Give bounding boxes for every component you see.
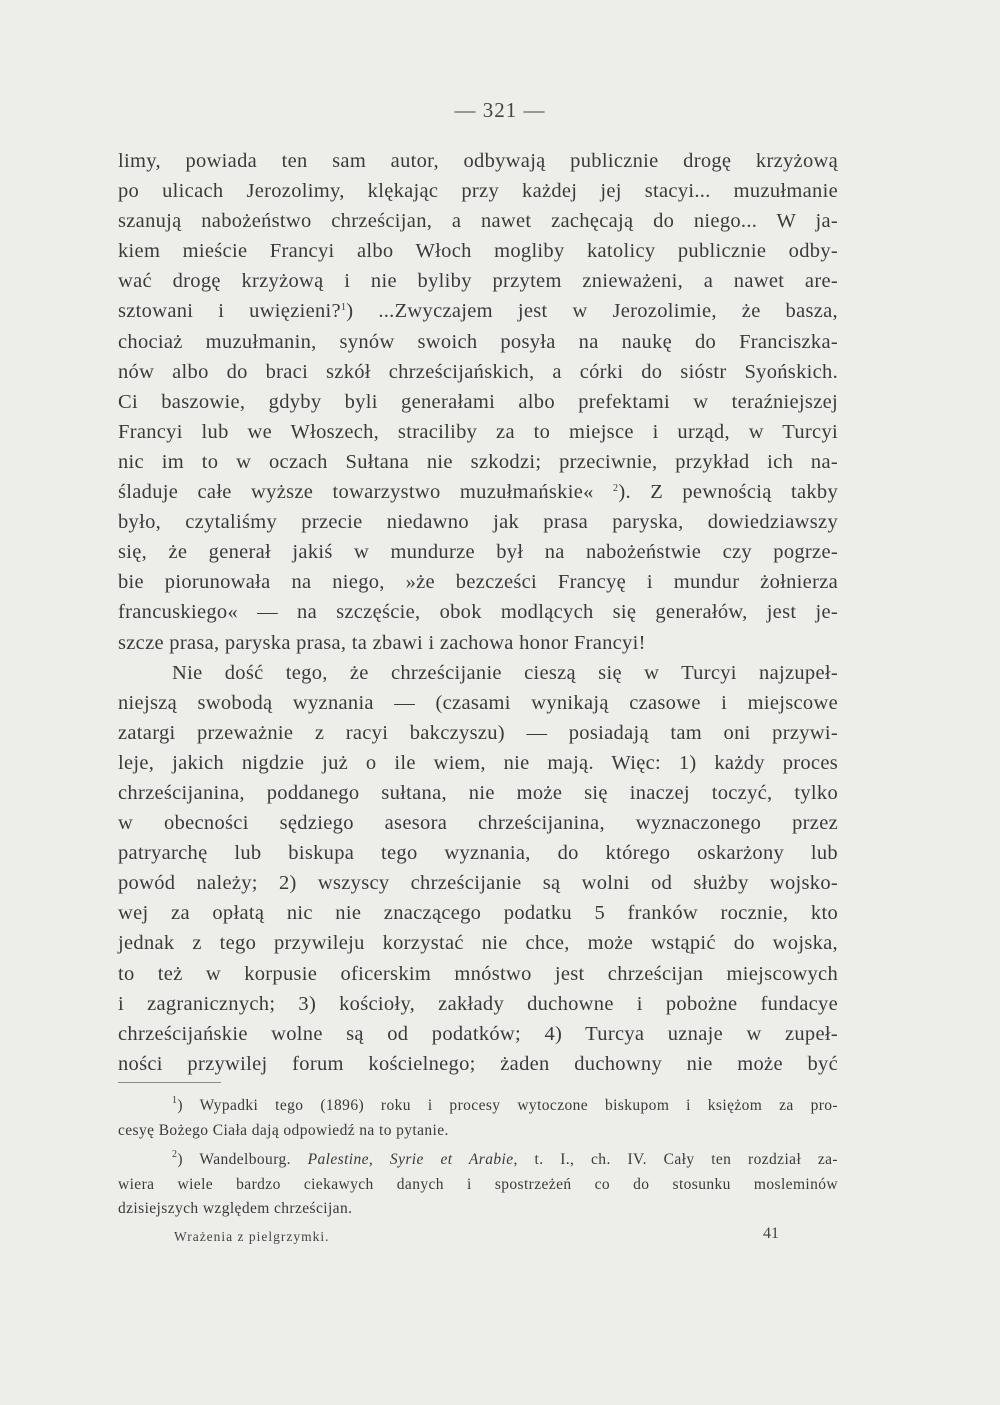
text-line: ności przywilej forum kościelnego; żaden duchowny nie może być	[118, 1052, 838, 1075]
text-segment: ). Z pewnością takby	[618, 481, 839, 504]
footnote-text: , t. I., ch. IV. Cały ten rozdział za-	[513, 1151, 838, 1168]
sheet-number: 41	[763, 1225, 779, 1242]
text-line: i zagranicznych; 3) kościoły, zakłady duchowne i pobożne fundacye	[118, 992, 838, 1015]
text-line: leje, jakich nigdzie już o ile wiem, nie mają. Więc: 1) każdy proces	[118, 751, 838, 774]
text-line: powód należy; 2) wszyscy chrześcijanie są wolni od służby wojsko-	[118, 872, 838, 895]
text-line: zatargi przeważnie z racyi bakczyszu) — posiadają tam oni przywi-	[118, 721, 838, 744]
text-line: Francyi lub we Włoszech, straciliby za to miejsce i urząd, w Turcyi	[118, 420, 838, 443]
text-line: po ulicach Jerozolimy, klękając przy każdej jej stacyi... muzułmanie	[118, 180, 838, 203]
printer-signature: Wrażenia z pielgrzymki.	[174, 1229, 330, 1244]
text-line: nic im to w oczach Sułtana nie szkodzi; przeciwnie, przykład ich na-	[118, 450, 838, 473]
text-line: szanują nabożeństwo chrześcijan, a nawet zachęcają do niego... W ja-	[118, 210, 838, 233]
text-line: to też w korpusie oficerskim mnóstwo jest chrześcijan miejscowych	[118, 962, 838, 985]
text-line: chociaż muzułmanin, synów swoich posyła na naukę do Franciszka-	[118, 330, 838, 353]
paragraph-start-line: Nie dość tego, że chrześcijanie cieszą się w Turcyi najzupeł-	[172, 661, 838, 684]
text-line: niejszą swobodą wyznania — (czasami wynikają czasowe i miejscowe	[118, 691, 838, 714]
text-line: bie piorunowała na niego, »że bezcześci Francyę i mundur żołnierza	[118, 571, 838, 594]
text-line: chrześcijanina, poddanego sułtana, nie może się inaczej toczyć, tylko	[118, 781, 838, 804]
text-segment: ) ...Zwyczajem jest w Jerozolimie, że basza,	[346, 300, 838, 323]
text-line	[118, 296, 838, 326]
text-line: chrześcijańskie wolne są od podatków; 4) Turcya uznaje w zupeł-	[118, 1022, 838, 1045]
paragraph-end-line: szcze prasa, paryska prasa, ta zbawi i zachowa honor Francyi!	[118, 631, 646, 654]
footnote-1-line	[118, 1094, 838, 1119]
footnote-2-line: wiera wiele bardzo ciekawych danych i spostrzeżeń co do stosunku mosleminów	[118, 1175, 838, 1193]
text-segment: sztowani i uwięzieni?	[118, 300, 341, 323]
footnote-text: ) Wandelbourg.	[177, 1151, 308, 1168]
text-line: nów albo do braci szkół chrześcijańskich, a córki do sióstr Syońskich.	[118, 360, 838, 383]
text-line: wej za opłatą nic nie znaczącego podatku 5 franków rocznie, kto	[118, 902, 838, 925]
text-line: wać drogę krzyżową i nie byliby przytem znieważeni, a nawet are-	[118, 270, 838, 293]
text-line: jednak z tego przywileju korzystać nie chce, może wstąpić do wojska,	[118, 932, 838, 955]
footnote-mark: 2	[172, 1149, 178, 1160]
text-line	[118, 477, 838, 507]
text-line: Ci baszowie, gdyby byli generałami albo prefektami w teraźniejszej	[118, 390, 838, 413]
footnote-2-line: dzisiejszych względem chrześcijan.	[118, 1200, 353, 1217]
footnote-1-line: cesyę Bożego Ciała dają odpowiedź na to pytanie.	[118, 1121, 449, 1139]
footnote-reference: 2	[613, 483, 619, 495]
text-line: się, że generał jakiś w mundurze był na nabożeństwie czy pogrze-	[118, 541, 838, 564]
text-line: było, czytaliśmy przecie niedawno jak prasa paryska, dowiedziawszy	[118, 511, 838, 534]
footnote-divider	[118, 1082, 221, 1083]
page-number: — 321 —	[454, 98, 546, 122]
footnotes	[118, 1094, 838, 1222]
footnote-mark: 1	[172, 1095, 178, 1106]
text-line: limy, powiada ten sam autor, odbywają publicznie drogę krzyżową	[118, 150, 838, 172]
footnote-text: ) Wypadki tego (1896) roku i procesy wytoczone biskupom i księżom za pro-	[177, 1097, 838, 1114]
text-line: francuskiego« — na szczęście, obok modlących się generałów, jest je-	[118, 601, 838, 624]
footnote-2-line	[118, 1148, 838, 1173]
main-text	[118, 146, 838, 1079]
footnote-reference: 1	[340, 302, 347, 314]
book-title: Palestine, Syrie et Arabie	[307, 1151, 514, 1168]
text-segment: śladuje całe wyższe towarzystwo muzułmańskie«	[118, 481, 613, 504]
text-line: patryarchę lub biskupa tego wyznania, do którego oskarżony lub	[118, 842, 838, 865]
text-line: kiem mieście Francyi albo Włoch mogliby katolicy publicznie odby-	[118, 240, 838, 263]
text-line: w obecności sędziego asesora chrześcijanina, wyznaczonego przez	[118, 812, 838, 835]
